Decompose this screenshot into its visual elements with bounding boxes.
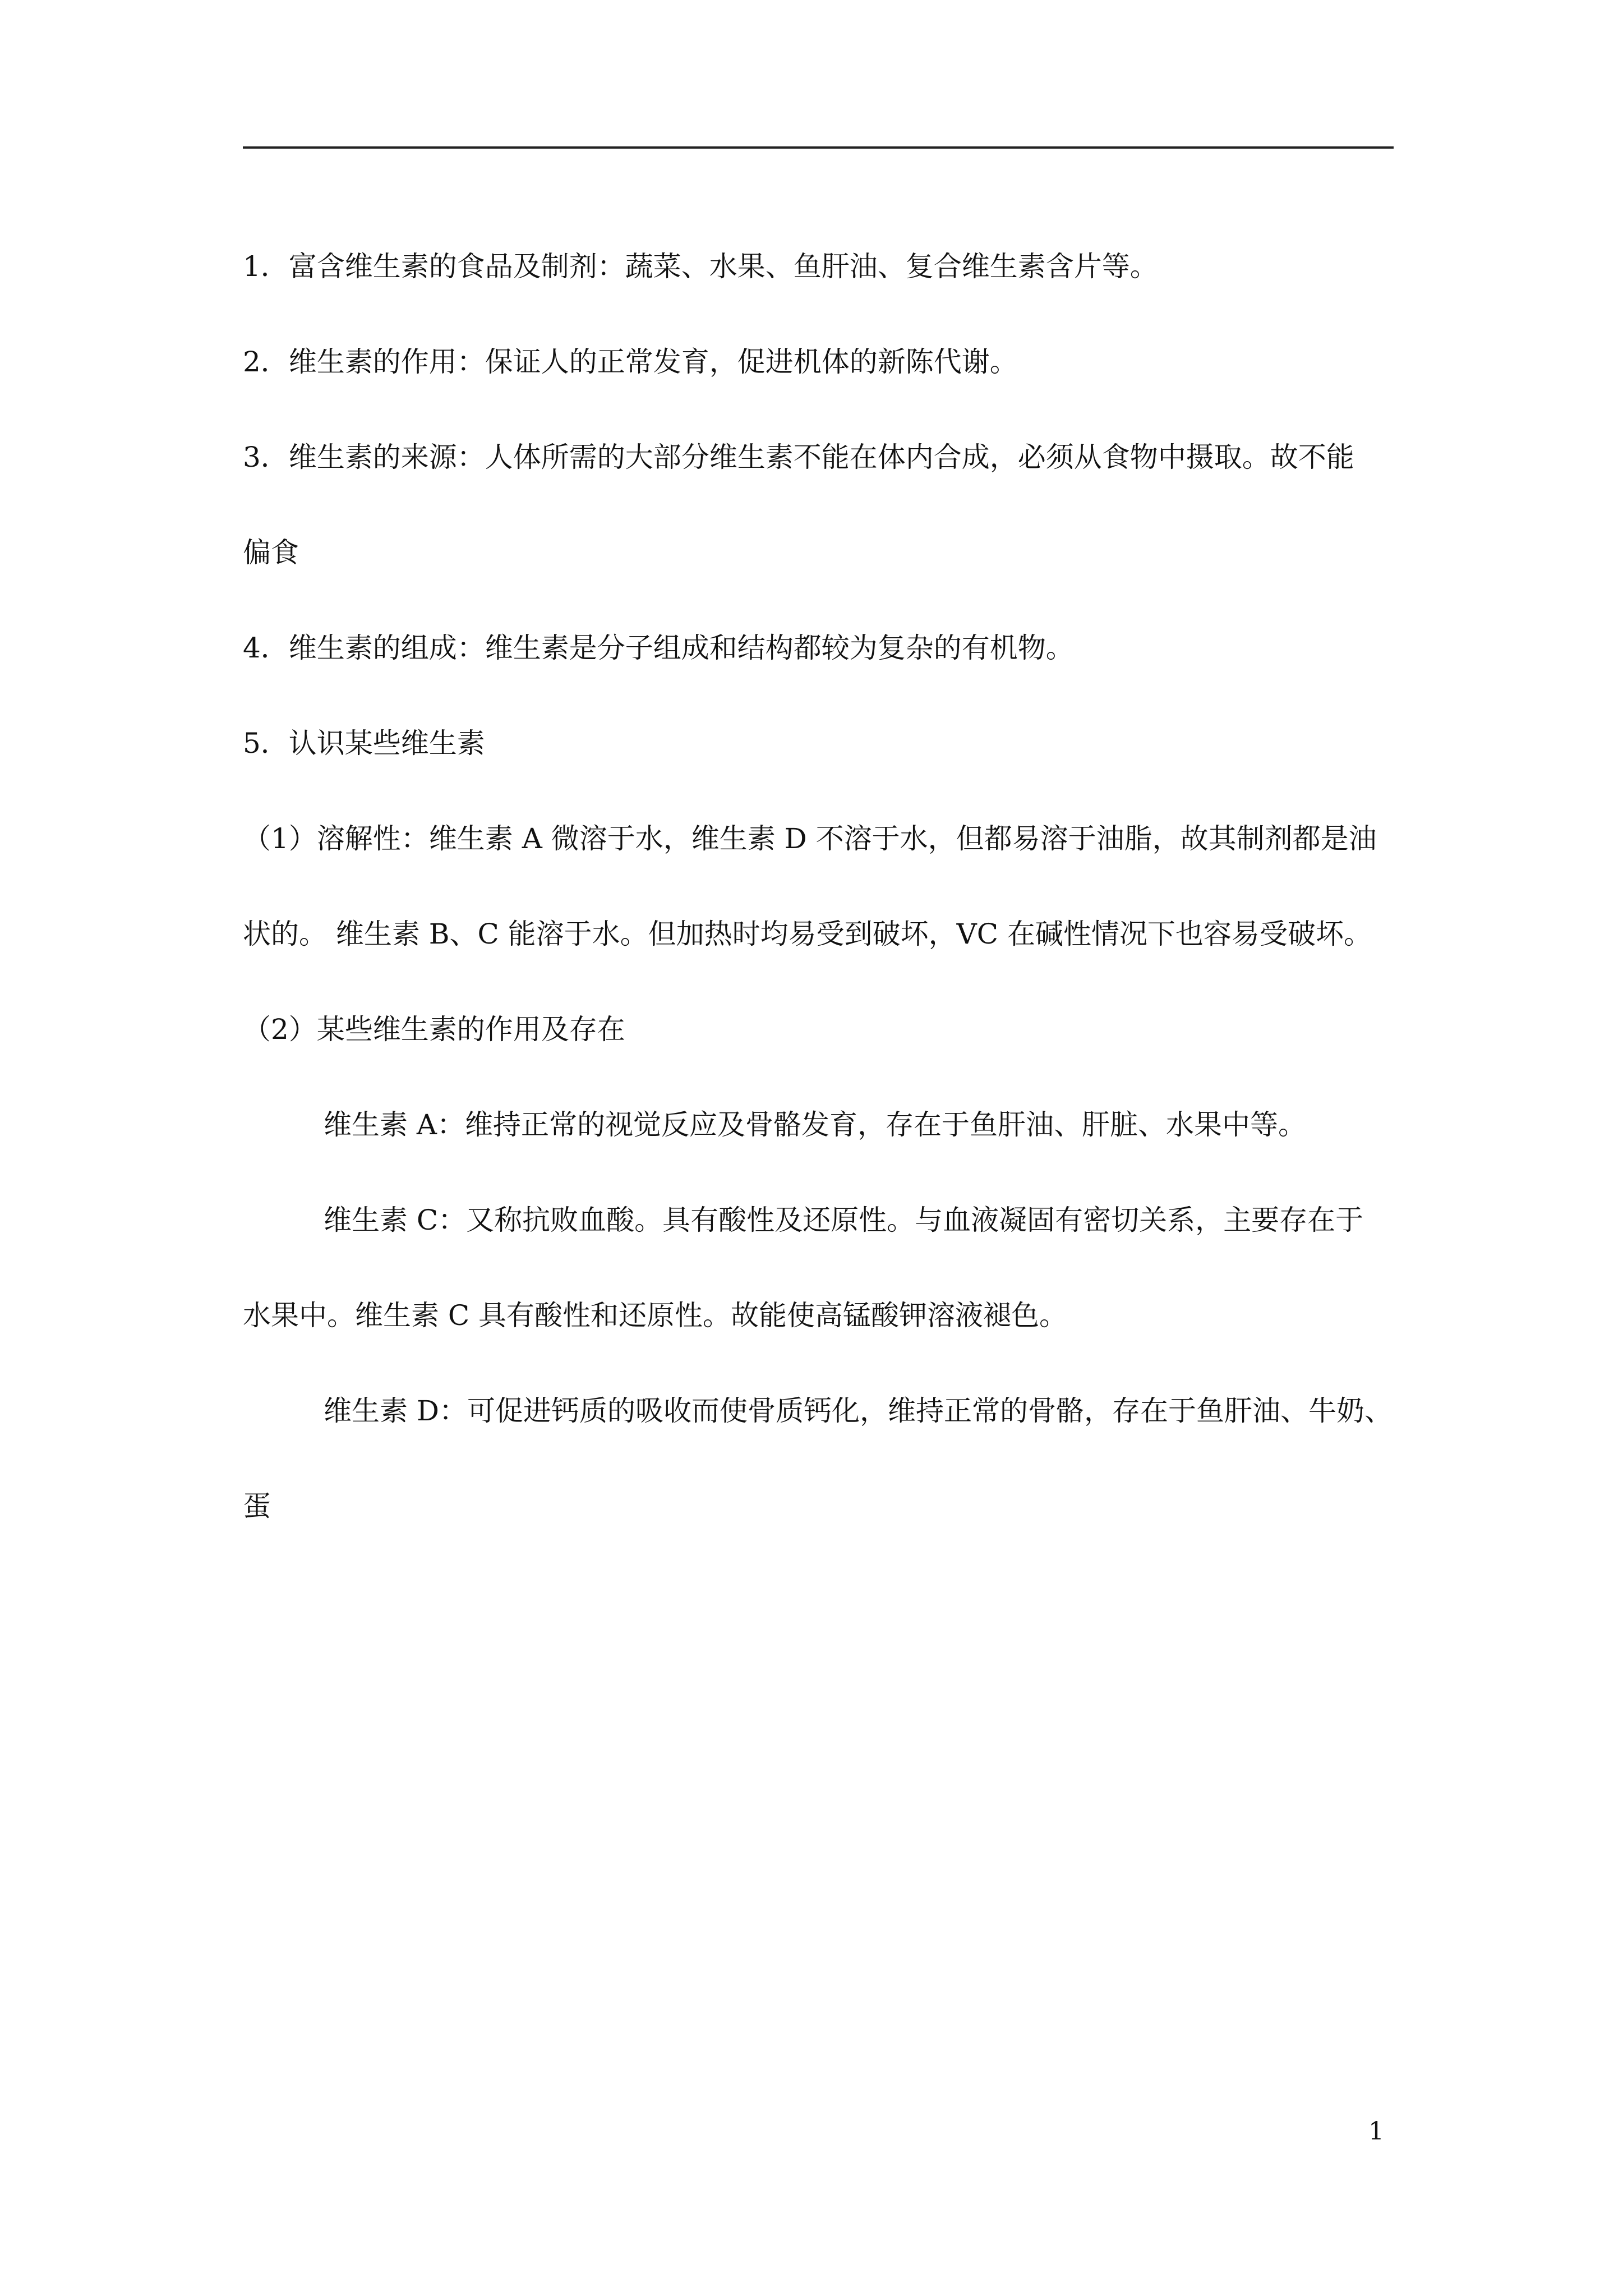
paragraph-3-line-2: 偏食 (243, 536, 299, 569)
vitamin-c-line-2: 水果中。维生素 C 具有酸性和还原性。故能使高锰酸钾溶液褪色。 (243, 1299, 1068, 1332)
paragraph-4: 4．维生素的组成：维生素是分子组成和结构都较为复杂的有机物。 (243, 632, 1074, 664)
paragraph-3-line-1: 3．维生素的来源：人体所需的大部分维生素不能在体内合成，必须从食物中摄取。故不能 (243, 441, 1354, 473)
vitamin-d-line-2: 蛋 (243, 1490, 271, 1522)
paragraph-2: 2．维生素的作用：保证人的正常发育，促进机体的新陈代谢。 (243, 346, 1018, 378)
paragraph-1: 1．富含维生素的食品及制剂：蔬菜、水果、鱼肝油、复合维生素含片等。 (243, 250, 1158, 283)
header-rule (243, 146, 1394, 149)
functions-subheading: （2）某些维生素的作用及存在 (243, 1013, 625, 1046)
vitamin-c-line-1: 维生素 C：又称抗败血酸。具有酸性及还原性。与血液凝固有密切关系，主要存在于 (324, 1204, 1364, 1236)
vitamin-d-line-1: 维生素 D：可促进钙质的吸收而使骨质钙化，维持正常的骨骼，存在于鱼肝油、牛奶、 (324, 1395, 1393, 1427)
paragraph-5-heading: 5．认识某些维生素 (243, 727, 485, 760)
solubility-line-2: 状的。 维生素 B、C 能溶于水。但加热时均易受到破坏，VC 在碱性情况下也容易受破坏。 (243, 918, 1372, 950)
page-number: 1 (1368, 2117, 1384, 2146)
vitamin-a-line: 维生素 A：维持正常的视觉反应及骨骼发育，存在于鱼肝油、肝脏、水果中等。 (324, 1108, 1307, 1141)
solubility-line-1: （1）溶解性：维生素 A 微溶于水，维生素 D 不溶于水，但都易溶于油脂，故其制剂都是油 (243, 822, 1377, 855)
